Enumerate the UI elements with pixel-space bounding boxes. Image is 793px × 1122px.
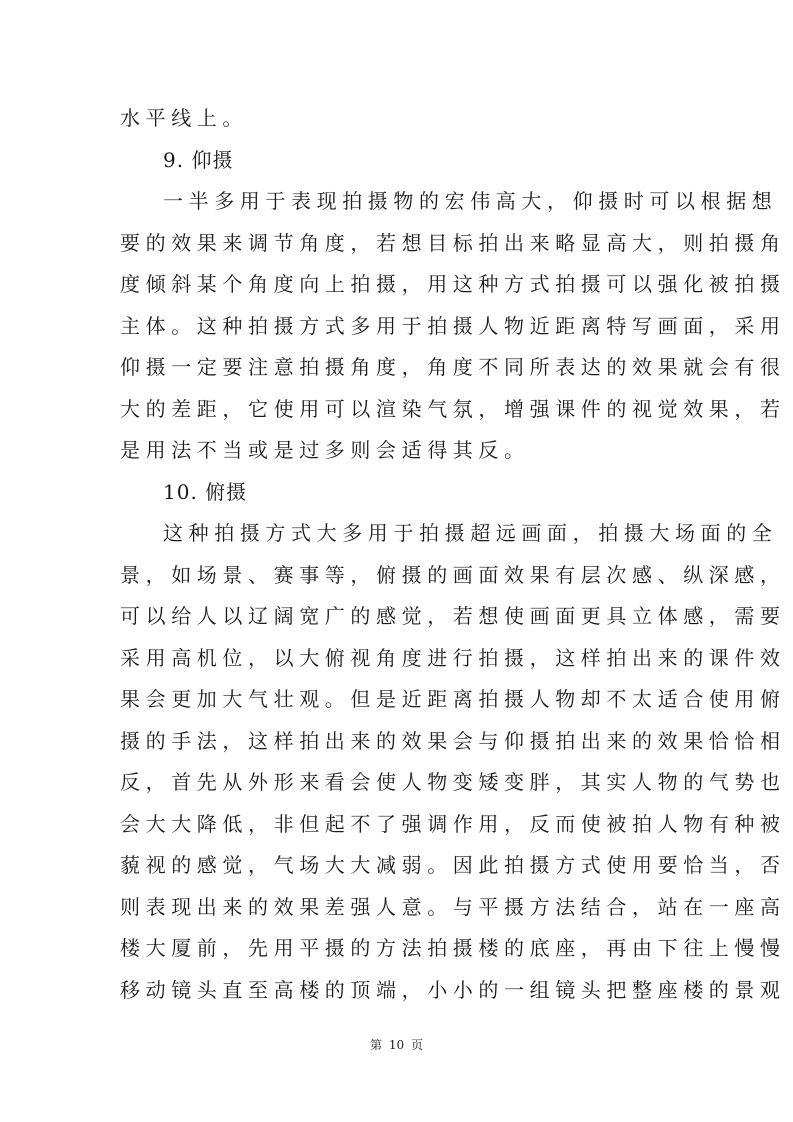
text-line: 一半多用于表现拍摄物的宏伟高大，仰摄时可以根据想 <box>163 189 778 213</box>
text-line: 是用法不当或是过多则会适得其反。 <box>120 438 530 462</box>
text-line: 会大大降低，非但起不了强调作用，反而使被拍人物有种被 <box>120 811 786 836</box>
text-line: 仰摄一定要注意拍摄角度，角度不同所表达的效果就会有很 <box>120 355 786 379</box>
section-heading-9: 9. 仰摄 <box>163 147 234 172</box>
page-body <box>120 98 786 1011</box>
text-line: 水平线上。 <box>120 106 248 130</box>
text-line: 则表现出来的效果差强人意。与平摄方法结合，站在一座高 <box>120 894 786 919</box>
text-line: 景，如场景、赛事等，俯摄的画面效果有层次感、纵深感， <box>120 562 786 587</box>
section-heading-10: 10. 俯摄 <box>163 479 248 504</box>
text-line: 度倾斜某个角度向上拍摄，用这种方式拍摄可以强化被拍摄 <box>120 272 786 296</box>
text-line: 移动镜头直至高楼的顶端，小小的一组镜头把整座楼的景观 <box>120 977 786 1002</box>
text-line: 摄的手法，这样拍出来的效果会与仰摄拍出来的效果恰恰相 <box>120 728 786 753</box>
text-line: 果会更加大气壮观。但是近距离拍摄人物却不太适合使用俯 <box>120 687 786 711</box>
text-line: 楼大厦前，先用平摄的方法拍摄楼的底座，再由下往上慢慢 <box>120 936 786 960</box>
text-line: 采用高机位，以大俯视角度进行拍摄，这样拍出来的课件效 <box>120 645 786 670</box>
text-line: 大的差距，它使用可以渲染气氛，增强课件的视觉效果，若 <box>120 396 786 421</box>
page-number: 第 10 页 <box>370 1038 423 1052</box>
text-line: 主体。这种拍摄方式多用于拍摄人物近距离特写画面，采用 <box>120 313 786 338</box>
text-line: 这种拍摄方式大多用于拍摄超远画面，拍摄大场面的全 <box>163 521 778 545</box>
text-line: 反，首先从外形来看会使人物变矮变胖，其实人物的气势也 <box>120 770 786 794</box>
text-line: 要的效果来调节角度，若想目标拍出来略显高大，则拍摄角 <box>120 230 786 255</box>
text-line: 可以给人以辽阔宽广的感觉，若想使画面更具立体感，需要 <box>120 604 786 628</box>
text-line: 藐视的感觉，气场大大减弱。因此拍摄方式使用要恰当，否 <box>120 853 786 877</box>
